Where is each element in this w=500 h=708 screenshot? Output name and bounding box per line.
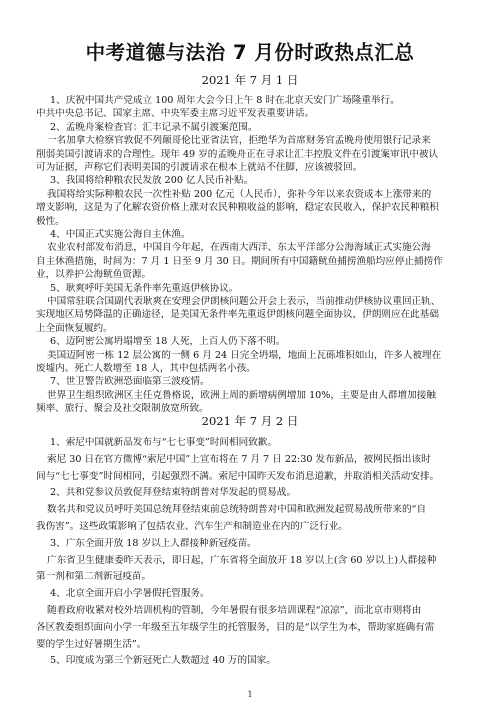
news-headline: 3、我国将给种粮农民发放 200 亿人民币补贴。 (50, 175, 254, 187)
section-date: 2021 年 7 月 1 日 (201, 73, 299, 87)
news-body-line: 广东省卫生健康委昨天表示，即日起，广东省将全面放开 18 岁以上(含 60 岁以上)人群接种 (47, 554, 437, 566)
section-date: 2021 年 7 月 2 日 (201, 414, 299, 428)
news-headline: 6、迈阿密公寓坍塌增至 18 人死，上百人仍下落不明。 (50, 336, 286, 348)
news-body-line: 废墟内。死亡人数增至 18 人，其中包括两名小孩。 (36, 363, 256, 374)
news-body-line: 削弱美国引渡请求的合理性。现年 49 岁的孟晚舟正在寻求让汇丰控股文件在引渡案审讯中被认 (36, 148, 439, 160)
news-headline: 4、中国正式实施公海自主休渔。 (50, 229, 191, 240)
news-headline: 1、索尼中国就新品发布与“七七事变”时间相同致歉。 (50, 437, 277, 448)
news-headline: 4、北京全面开启小学暑假托管服务。 (50, 588, 210, 600)
news-body-line: 中共中央总书记、国家主席、中央军委主席习近平发表重要讲话。 (36, 108, 315, 120)
news-headline: 2、孟晚舟案检查官：汇丰记录不属引渡案范围。 (50, 121, 258, 133)
page-number: 1 (247, 690, 253, 699)
news-body-line: 间与“七七事变”时间相同，引起强烈不满。索尼中国昨天发布消息道歉，并取消相关活动安排。 (36, 470, 440, 482)
news-body-line: 频率、旅行、聚会及社交限制放宽所致。 (36, 403, 209, 415)
news-body-line: 自主休渔措施，时间为：7 月 1 日至 9 月 30 日。期间所有中国籍鱿鱼捕捞渔船均应停止捕捞作 (36, 255, 443, 267)
news-body-line: 第一剂和第二剂新冠疫苗。 (36, 571, 152, 583)
news-body-line: 要的学生过好暑期生活”。 (36, 638, 147, 650)
news-body-line: 各区教委组织面向小学一年级至五年级学生的托管服务，目的是“以学生为本，帮助家庭确有需 (36, 621, 435, 633)
news-body-line: 我国将给实际种粮农民一次性补贴 200 亿元（人民币），弥补今年以来农资成本上涨带来的 (47, 188, 432, 200)
news-headline: 3、广东全面开放 18 岁以上人群接种新冠疫苗。 (50, 537, 257, 549)
news-body-line: 中国常驻联合国副代表耿爽在安理会伊朗核问题公开会上表示，当前推动伊核协议重回正轨、 (47, 296, 441, 307)
news-body-line: 世界卫生组织欧洲区主任克鲁格说，欧洲上周的新增病例增加 10%，主要是由人群增加接触 (47, 389, 436, 401)
news-body-line: 可为证据，声称它们表明美国的引渡请求在根本上就站不住脚，应该被驳回。 (36, 162, 363, 173)
news-headline: 7、世卫警告欧洲恐面临第三波疫情。 (50, 376, 210, 388)
news-body-line: 索尼 30 日在官方微博“索尼中国”上宣布将在 7 月 7 日 22:30 发布新品，被网民指出该时 (47, 453, 431, 465)
news-headline: 5、耿爽呼吁美国无条件率先重返伊核协议。 (50, 282, 239, 294)
news-body-line: 实现地区局势降温的正确途径，是美国无条件率先重返伊朗核问题全面协议，伊朗则应在此基础 (36, 309, 439, 321)
news-headline: 1、庆祝中国共产党成立 100 周年大会今日上午 8 时在北京天安门广场隆重举行。 (50, 95, 400, 106)
news-body-line: 美国迈阿密一栋 12 层公寓的一侧 6 月 24 日完全坍塌，地面上瓦砾堆积如山，许多人被埋在 (47, 349, 442, 361)
news-body-line: 随着政府收紧对校外培训机构的管制，今年暑假有很多培训课程“凉凉”，而北京市则将由 (47, 605, 422, 616)
news-body-line: 一名加拿大检察官敦促不列颠哥伦比亚省法官，拒绝华为首席财务官孟晚舟使用银行记录来 (47, 135, 431, 147)
news-body-line: 增支影响，这是为了化解农资价格上涨对农民种粮收益的影响，稳定农民收入，保护农民种粮积 (36, 202, 439, 214)
news-body-line: 业，以养护公海鱿鱼资源。 (36, 269, 152, 281)
news-body-line: 上全面恢复履约。 (36, 322, 113, 334)
news-body-line: 我伤害”。这些政策影响了包括农业、汽车生产和制造业在内的广泛行业。 (36, 521, 348, 532)
news-body-line: 数名共和党议员呼吁美国总统拜登结束前总统特朗普对中国和欧洲发起贸易战所带来的“自 (47, 504, 427, 516)
news-headline: 2、共和党参议员敦促拜登结束特朗普对华发起的贸易战。 (50, 487, 296, 499)
news-body-line: 极性。 (36, 215, 65, 227)
news-headline: 5、印度成为第三个新冠死亡人数超过 40 万的国家。 (50, 655, 276, 667)
news-body-line: 农业农村部发布消息，中国自今年起，在西南大西洋、东太平洋部分公海海域正式实施公海 (47, 242, 431, 254)
document-title: 中考道德与法治 7 月份时政热点汇总 (85, 41, 415, 64)
